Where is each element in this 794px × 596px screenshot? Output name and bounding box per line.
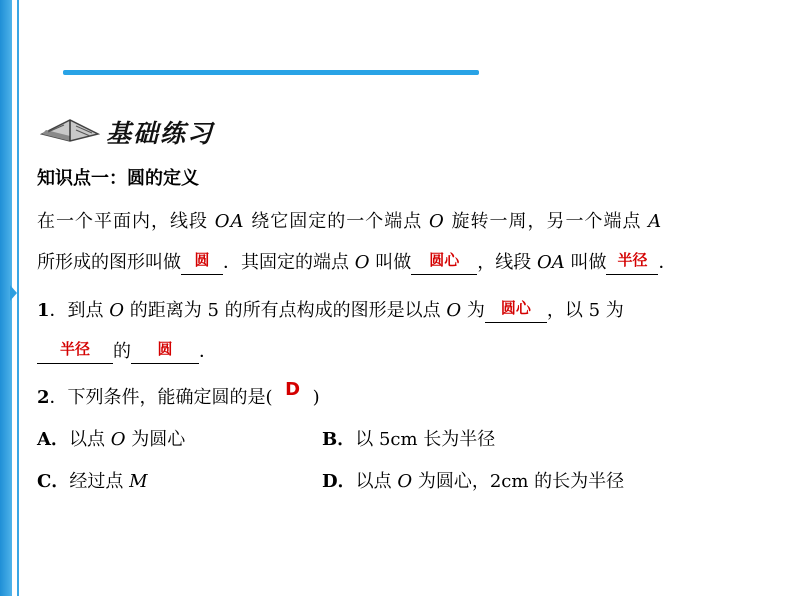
answer-text: 半径 — [617, 251, 648, 269]
answer-text: 圆心 — [500, 299, 531, 317]
left-decor-band — [0, 0, 12, 596]
option-b: B．以 5cm 长为半径 — [322, 429, 496, 450]
side-arrow-icon — [10, 285, 17, 301]
top-rule — [63, 70, 479, 75]
book-icon — [40, 114, 100, 142]
answer-text: 半径 — [59, 340, 90, 358]
answer-blank — [606, 252, 658, 275]
definition-line-2: 所形成的图形叫做 $^圆$ ．其固定的端点 O 叫做 $^{圆心}$ ，线段 OA 叫做 $^{半径}$ ． — [37, 251, 677, 273]
answer-blank — [411, 252, 477, 275]
definition-line-1: 在一个平面内，线段 OA 绕它固定的一个端点 O 旋转一周，另一个端点 A — [37, 211, 663, 232]
answer-blank — [181, 252, 223, 275]
answer-text: 圆 — [157, 340, 173, 358]
answer-blank — [131, 341, 199, 364]
answer-choice: D — [285, 379, 301, 400]
question-1-line-2: $^{半径}$ 的 $^圆$ ． — [37, 340, 217, 364]
question-1-line-1: 1．到点 O 的距离为 5 的所有点构成的图形是以点 O 为 $^{圆心}$ ，以 5 为 — [37, 299, 624, 321]
section-title: 基础练习 — [106, 119, 215, 148]
question-2-stem: 2．下列条件，能确定圆的是( D ) — [37, 379, 320, 408]
answer-text: 圆心 — [429, 251, 460, 269]
left-decor-line — [17, 0, 19, 596]
option-d: D．以点 O 为圆心，2cm 的长为半径 — [322, 471, 625, 492]
answer-text: 圆 — [194, 251, 210, 269]
answer-blank — [485, 300, 547, 323]
answer-blank — [37, 341, 113, 364]
section-badge — [40, 112, 222, 148]
option-a: A．以点 O 为圆心 — [37, 429, 186, 450]
knowledge-point-heading: 知识点一：圆的定义 — [37, 168, 199, 189]
option-c: C．经过点 M — [37, 471, 148, 492]
